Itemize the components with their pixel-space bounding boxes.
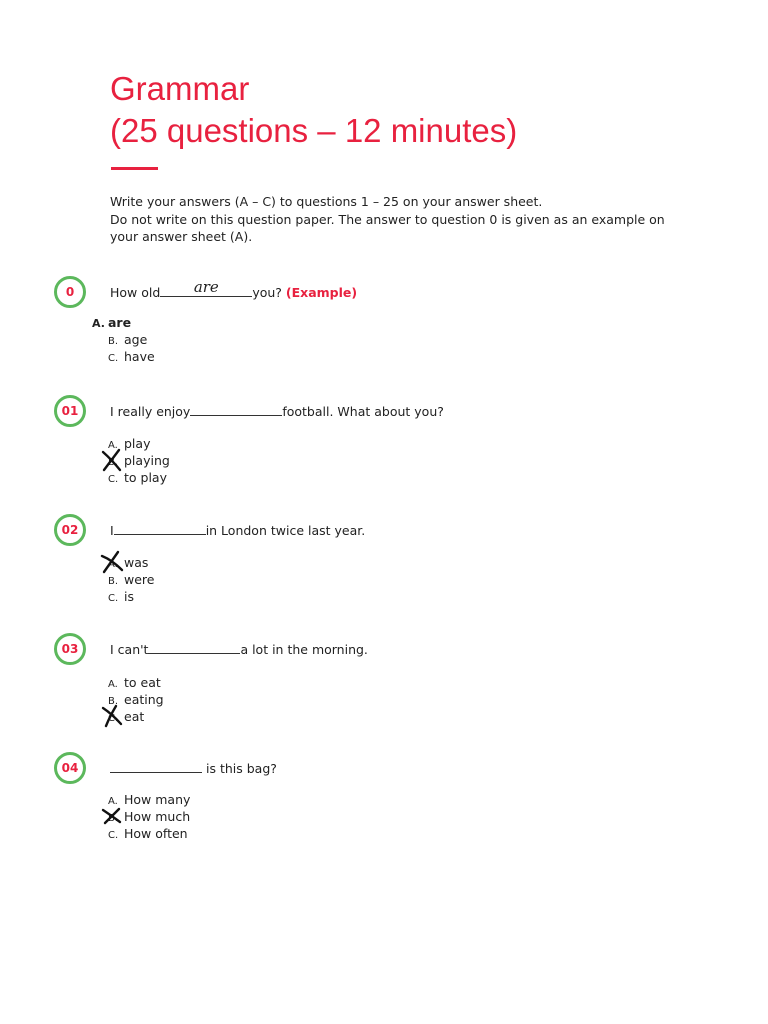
instruction-line: your answer sheet (A).	[110, 229, 253, 244]
option-text: were	[124, 572, 155, 587]
option-letter: B.	[108, 576, 119, 587]
title-underline	[111, 167, 158, 170]
option-text: How much	[124, 809, 191, 824]
option-c[interactable]	[108, 708, 164, 725]
stem-before: I	[110, 523, 114, 538]
stem-after: is this bag?	[205, 761, 277, 776]
option-text: playing	[124, 453, 170, 468]
stem-after: football. What about you?	[282, 404, 444, 419]
option-text: How many	[124, 792, 191, 807]
option-text: have	[124, 349, 155, 364]
option-letter: B.	[108, 813, 119, 824]
option-letter: C.	[108, 353, 119, 364]
option-text: eating	[124, 692, 164, 707]
question-number-badge: 03	[54, 633, 86, 665]
option-text: play	[124, 436, 151, 451]
option-letter: C.	[108, 474, 119, 485]
option-letter: B.	[108, 696, 119, 707]
question-2	[0, 514, 768, 624]
option-a[interactable]	[108, 554, 154, 571]
handwritten-answer: are	[193, 278, 219, 296]
answer-options	[108, 554, 154, 605]
option-a[interactable]	[108, 674, 164, 691]
stem-before: How old	[110, 285, 161, 300]
page-title	[110, 68, 517, 152]
option-c[interactable]	[108, 588, 154, 605]
option-text: is	[124, 589, 134, 604]
instructions	[110, 193, 670, 246]
option-text: to play	[124, 470, 167, 485]
instruction-line: Write your answers (A – C) to questions 1 – 25 on your answer sheet.	[110, 194, 543, 209]
option-text: age	[124, 332, 148, 347]
stem-before: I can't	[110, 642, 149, 657]
question-stem	[110, 758, 277, 778]
option-b[interactable]	[108, 571, 154, 588]
stem-after: you?	[252, 285, 282, 300]
option-letter: C.	[108, 593, 119, 604]
option-text: was	[124, 555, 149, 570]
question-4	[0, 752, 768, 862]
title-line-1: Grammar	[110, 70, 250, 107]
question-3	[0, 633, 768, 743]
option-text: eat	[124, 709, 145, 724]
stem-after: in London twice last year.	[205, 523, 366, 538]
option-b[interactable]	[108, 452, 170, 469]
option-letter: A.	[92, 317, 105, 330]
question-number-badge: 04	[54, 752, 86, 784]
question-stem	[110, 278, 358, 302]
answer-options	[108, 791, 190, 842]
option-letter: B.	[108, 457, 119, 468]
option-c[interactable]	[108, 469, 170, 486]
question-number-badge: 02	[54, 514, 86, 546]
option-text: to eat	[124, 675, 161, 690]
option-letter: C.	[108, 713, 119, 724]
option-text: are	[108, 315, 132, 330]
question-stem	[110, 520, 365, 540]
option-letter: B.	[108, 336, 119, 347]
stem-before: I really enjoy	[110, 404, 191, 419]
option-c[interactable]	[108, 825, 190, 842]
option-text: How often	[124, 826, 188, 841]
option-b[interactable]	[108, 331, 155, 348]
question-stem	[110, 639, 368, 659]
cross-mark-icon	[100, 704, 124, 728]
answer-blank	[190, 401, 282, 416]
answer-options	[92, 314, 155, 365]
question-number-badge: 0	[54, 276, 86, 308]
option-a[interactable]	[92, 314, 155, 331]
option-letter: A.	[108, 440, 118, 451]
title-line-2: (25 questions – 12 minutes)	[110, 112, 518, 149]
answer-options	[108, 435, 170, 486]
question-number-badge: 01	[54, 395, 86, 427]
option-letter: A.	[108, 679, 118, 690]
answer-options	[108, 674, 164, 725]
question-stem	[110, 401, 444, 421]
option-letter: A.	[108, 796, 118, 807]
answer-blank	[160, 278, 252, 297]
answer-blank	[148, 639, 240, 654]
question-1	[0, 395, 768, 505]
stem-after: a lot in the morning.	[240, 642, 368, 657]
option-letter: A.	[108, 559, 118, 570]
example-tag: (Example)	[285, 285, 358, 300]
option-c[interactable]	[108, 348, 155, 365]
question-0	[0, 276, 768, 386]
option-b[interactable]	[108, 808, 190, 825]
answer-blank	[114, 520, 206, 535]
option-letter: C.	[108, 830, 119, 841]
answer-blank	[110, 758, 202, 773]
instruction-line: Do not write on this question paper. The answer to question 0 is given as an example on	[110, 211, 665, 227]
